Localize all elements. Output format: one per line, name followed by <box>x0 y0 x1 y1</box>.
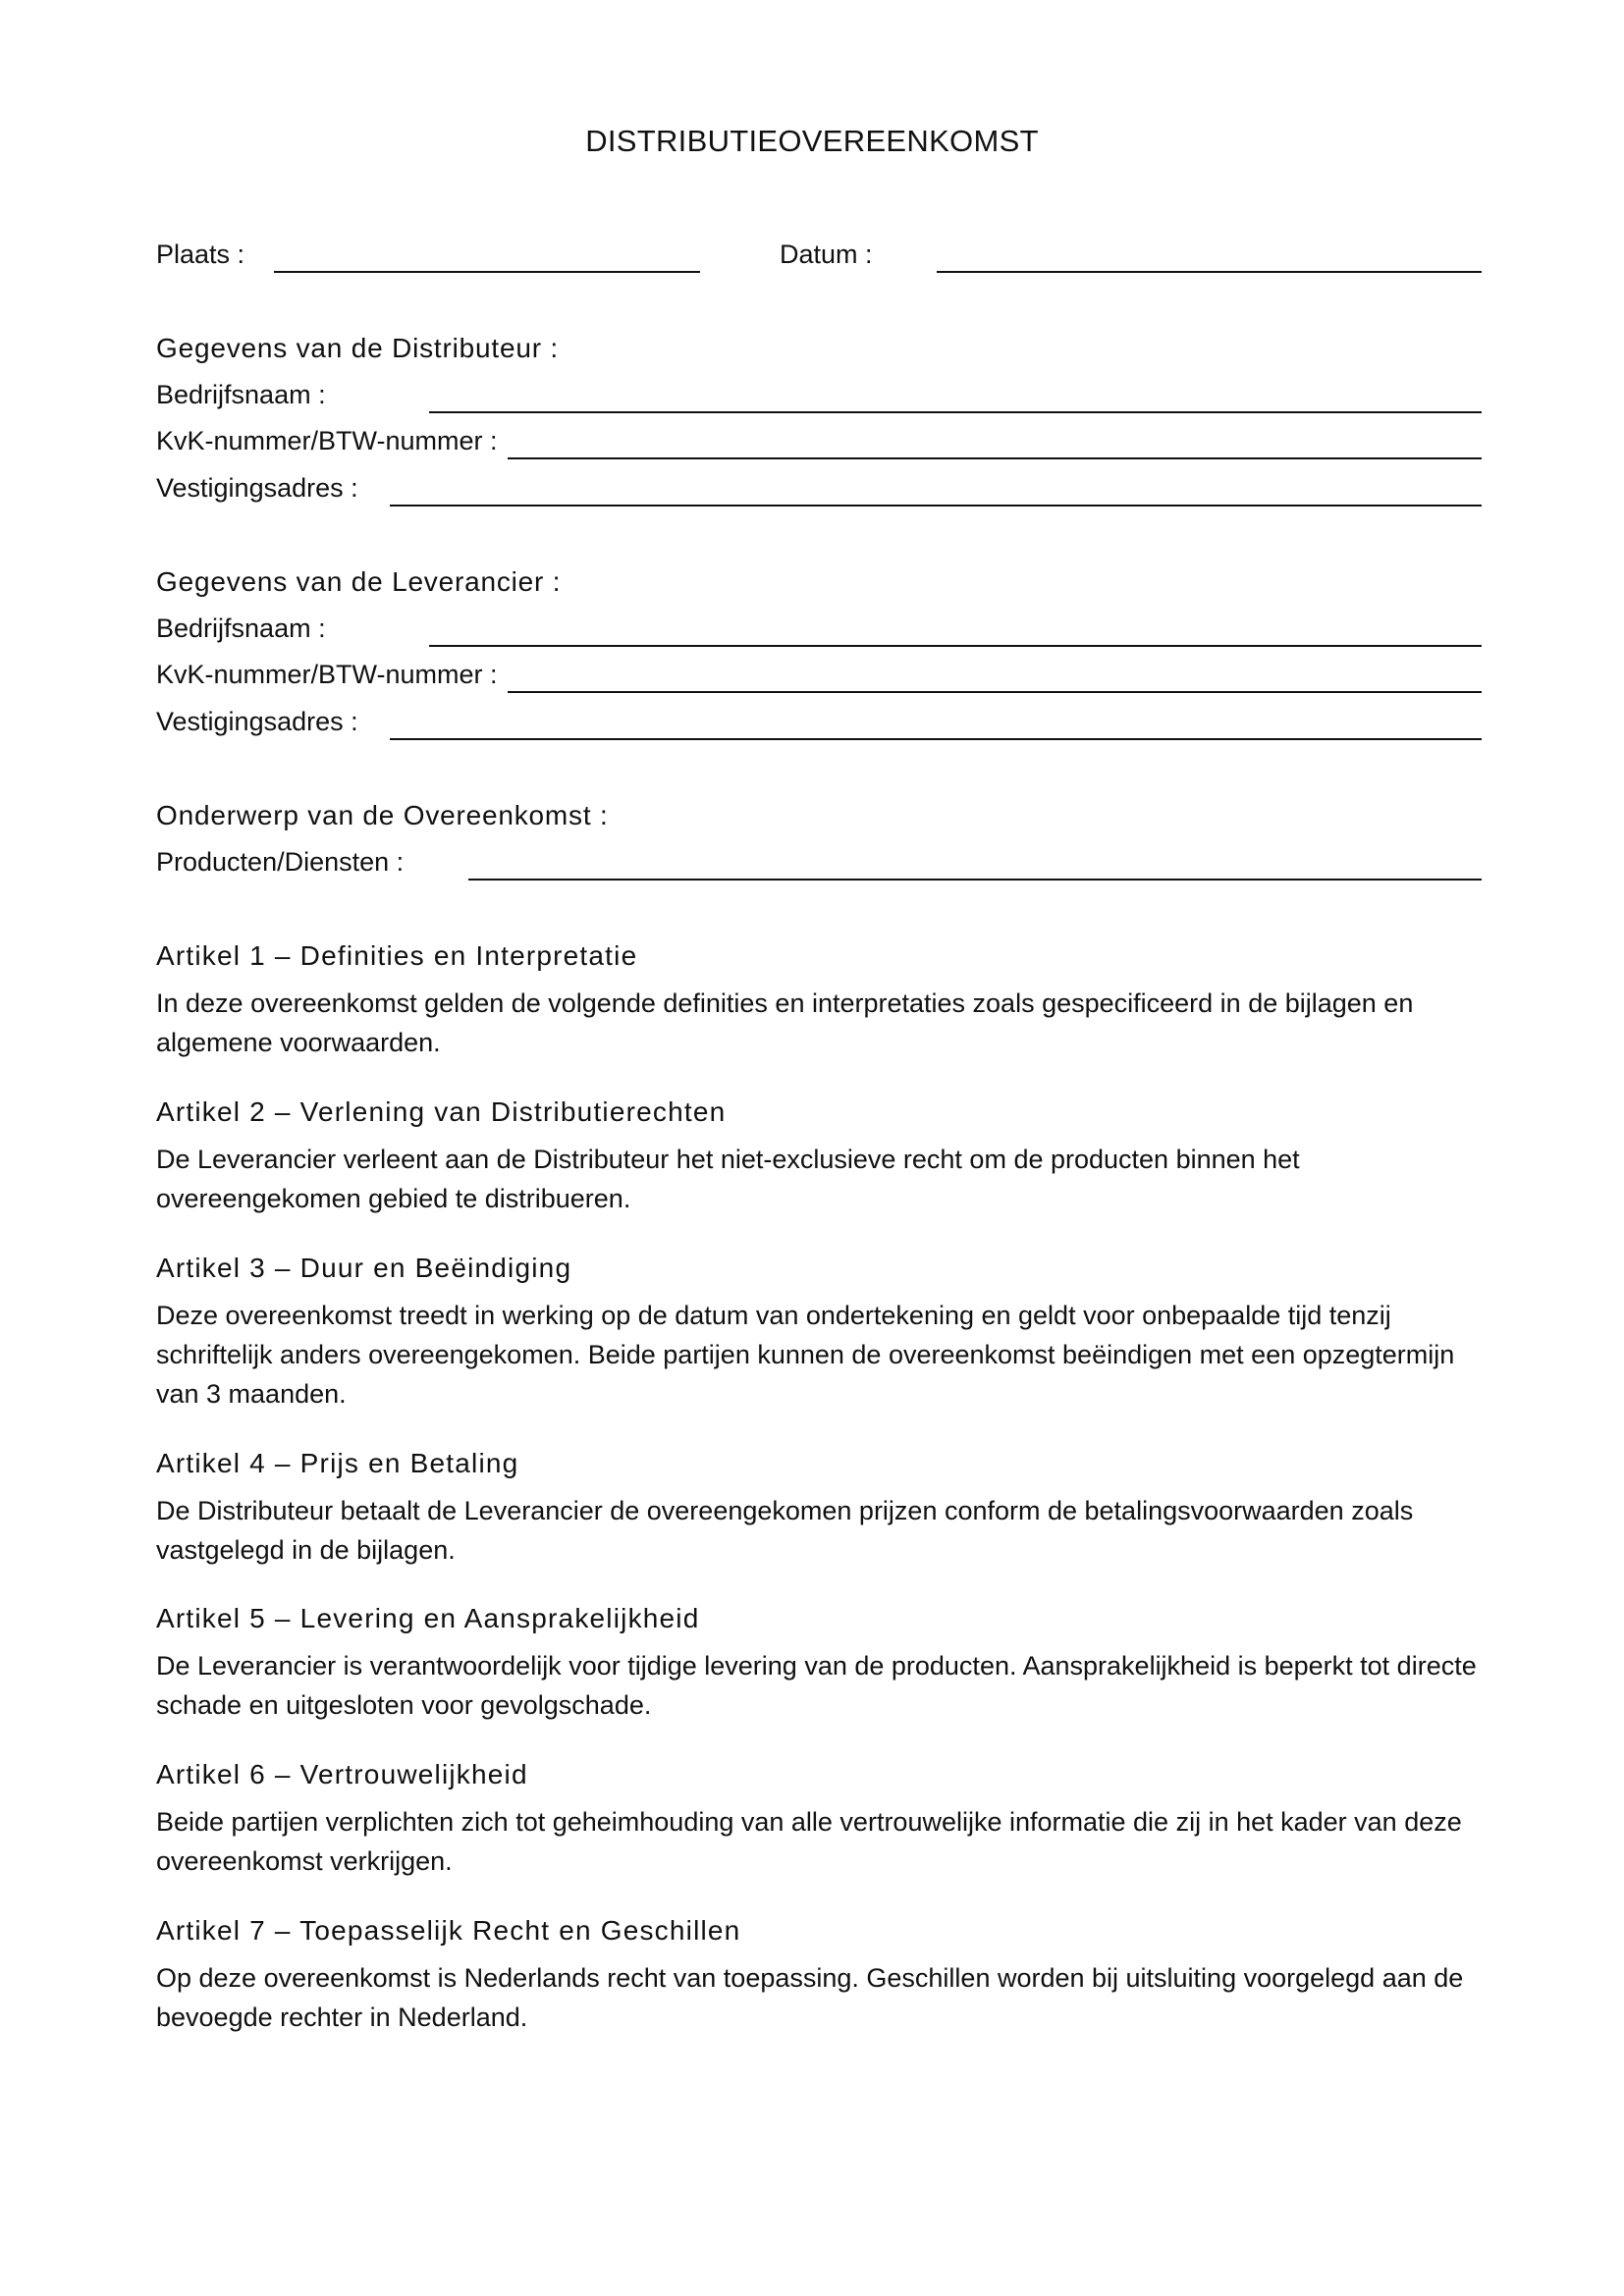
distributor-company-field[interactable] <box>429 411 1482 413</box>
article-6-heading: Artikel 6 – Vertrouwelijkheid <box>156 1759 528 1789</box>
article-5-text: De Leverancier is verantwoordelijk voor tijdige levering van de producten. Aansprakelijkheid is beperkt tot directe schade en uitgesloten voor gevolgschade. <box>156 1651 1477 1720</box>
article-1-text: In deze overeenkomst gelden de volgende definities en interpretaties zoals gespecificeerd in de bijlagen en algemene voorwaarden. <box>156 988 1414 1057</box>
products-services-field[interactable] <box>468 879 1482 881</box>
article-1-heading: Artikel 1 – Definities en Interpretatie <box>156 940 638 971</box>
distributor-heading: Gegevens van de Distributeur : <box>156 333 559 363</box>
supplier-company-field[interactable] <box>429 645 1482 647</box>
article-7-text: Op deze overeenkomst is Nederlands recht van toepassing. Geschillen worden bij uitsluiting voorgelegd aan de bevoegde rechter in Nederland. <box>156 1963 1464 2032</box>
article-3-text: Deze overeenkomst treedt in werking op de datum van ondertekening en geldt voor onbepaalde tijd tenzij schriftelijk anders overeengekomen. Beide partijen kunnen de overeenkomst beëindigen met een opzegtermijn van 3 maanden. <box>156 1301 1455 1409</box>
supplier-registration-label: KvK-nummer/BTW-nummer : <box>156 660 498 689</box>
distributor-registration-label: KvK-nummer/BTW-nummer : <box>156 426 498 455</box>
date-field[interactable] <box>937 271 1482 273</box>
supplier-address-label: Vestigingsadres : <box>156 707 358 736</box>
supplier-registration-field[interactable] <box>508 691 1482 693</box>
supplier-company-label: Bedrijfsnaam : <box>156 614 326 643</box>
supplier-address-field[interactable] <box>390 738 1482 740</box>
place-label: Plaats : <box>156 240 245 269</box>
distributor-company-label: Bedrijfsnaam : <box>156 380 326 409</box>
distributor-address-field[interactable] <box>390 505 1482 507</box>
article-4-text: De Distributeur betaalt de Leverancier de overeengekomen prijzen conform de betalingsvoorwaarden zoals vastgelegd in de bijlagen. <box>156 1496 1414 1565</box>
products-services-label: Producten/Diensten : <box>156 847 405 877</box>
article-3-heading: Artikel 3 – Duur en Beëindiging <box>156 1253 572 1283</box>
place-field[interactable] <box>274 271 700 273</box>
subject-heading: Onderwerp van de Overeenkomst : <box>156 800 609 830</box>
article-4-heading: Artikel 4 – Prijs en Betaling <box>156 1448 519 1478</box>
supplier-heading: Gegevens van de Leverancier : <box>156 566 562 597</box>
distributor-registration-field[interactable] <box>508 457 1482 459</box>
distributor-address-label: Vestigingsadres : <box>156 473 358 503</box>
article-2-text: De Leverancier verleent aan de Distributeur het niet-exclusieve recht om de producten binnen het overeengekomen gebied te distribueren. <box>156 1145 1300 1213</box>
article-5-heading: Artikel 5 – Levering en Aansprakelijkheid <box>156 1603 700 1633</box>
article-2-heading: Artikel 2 – Verlening van Distributierechten <box>156 1096 727 1127</box>
article-6-text: Beide partijen verplichten zich tot geheimhouding van alle vertrouwelijke informatie die zij in het kader van deze overeenkomst verkrijgen. <box>156 1807 1462 1876</box>
article-7-heading: Artikel 7 – Toepasselijk Recht en Geschillen <box>156 1915 741 1946</box>
document-title: DISTRIBUTIEOVEREENKOMST <box>585 124 1039 158</box>
date-label: Datum : <box>780 240 873 269</box>
